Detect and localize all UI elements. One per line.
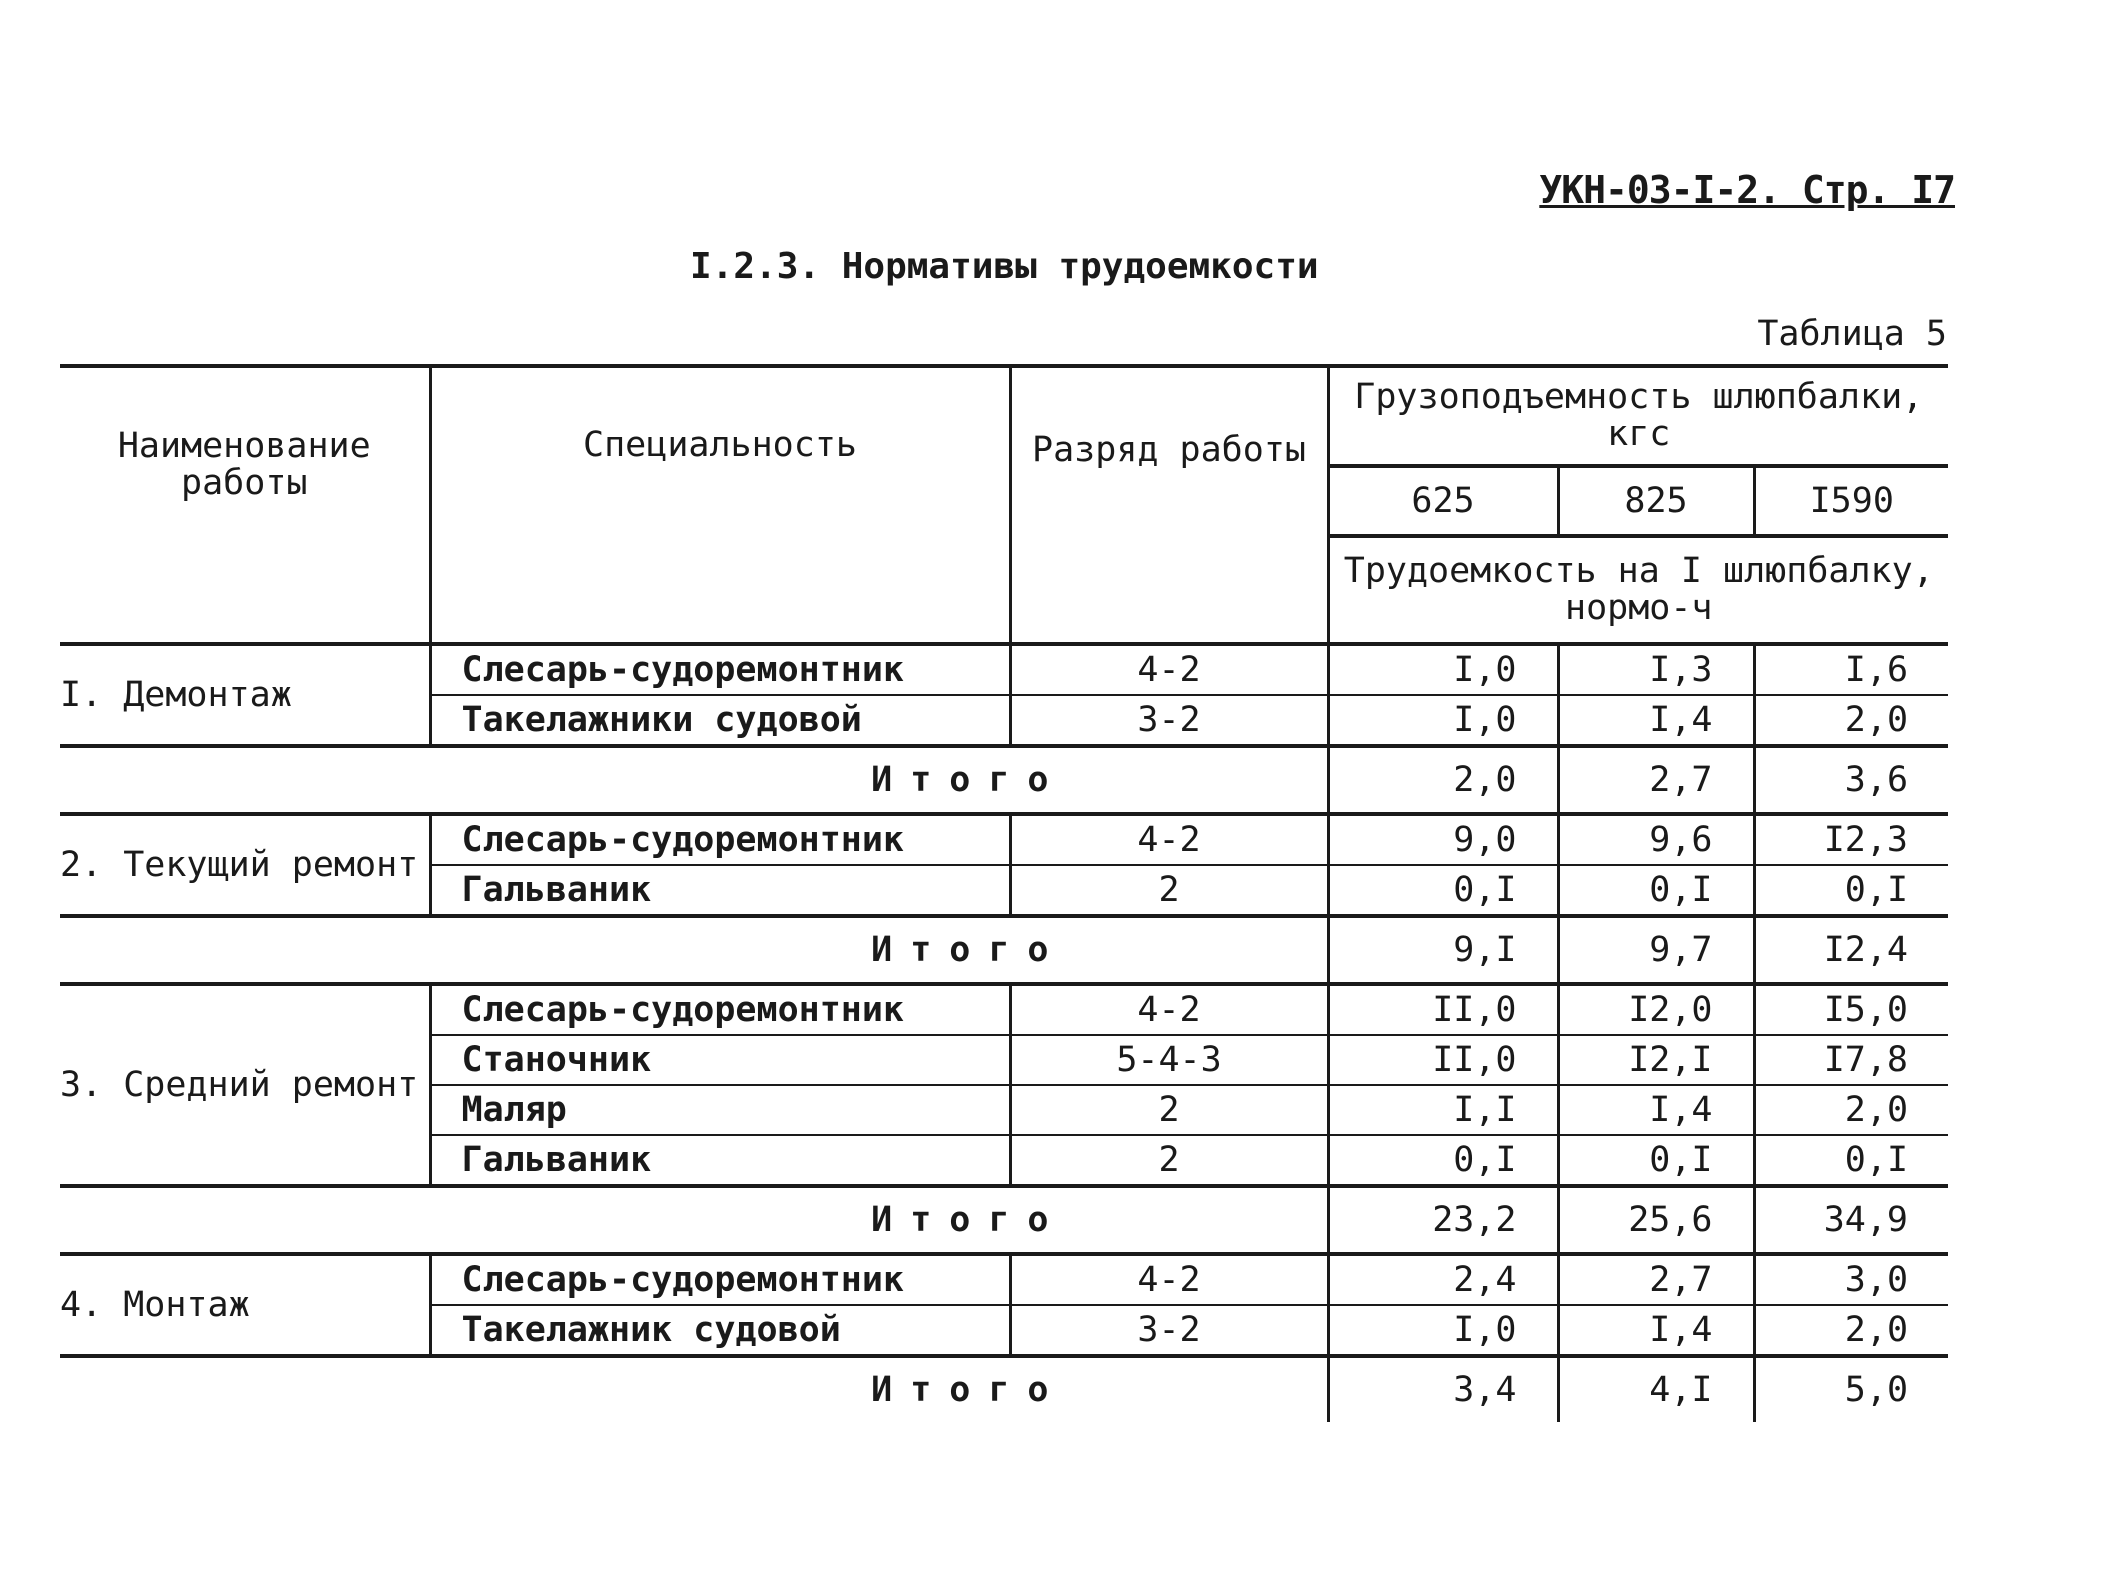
value-cell: I,3 xyxy=(1558,644,1754,695)
value-cell: I2,3 xyxy=(1754,814,1948,865)
value-cell: 2,4 xyxy=(1328,1254,1558,1305)
value-cell: 0,I xyxy=(1328,1135,1558,1186)
specialty-cell: Такелажники судовой xyxy=(430,695,1010,746)
value-cell: I7,8 xyxy=(1754,1035,1948,1085)
value-cell: 2,7 xyxy=(1558,1254,1754,1305)
table-row xyxy=(60,814,1948,865)
specialty-cell: Станочник xyxy=(430,1035,1010,1085)
specialty-cell: Гальваник xyxy=(430,1135,1010,1186)
total-value-cell: 34,9 xyxy=(1754,1186,1948,1254)
value-cell: I2,I xyxy=(1558,1035,1754,1085)
total-value-cell: 9,I xyxy=(1328,916,1558,984)
value-cell: II,0 xyxy=(1328,984,1558,1035)
total-row xyxy=(60,1356,1948,1422)
total-label: Итого xyxy=(60,916,1328,984)
labor-norms-table xyxy=(60,364,1948,1422)
value-cell: I,4 xyxy=(1558,1085,1754,1135)
total-row xyxy=(60,1186,1948,1254)
value-cell: I,0 xyxy=(1328,695,1558,746)
value-cell: 2,0 xyxy=(1754,1085,1948,1135)
specialty-cell: Гальваник xyxy=(430,865,1010,916)
value-cell: II,0 xyxy=(1328,1035,1558,1085)
table-container xyxy=(60,364,1948,1422)
total-row xyxy=(60,746,1948,814)
value-cell: I,4 xyxy=(1558,1305,1754,1356)
grade-cell: 3-2 xyxy=(1010,1305,1328,1356)
grade-cell: 2 xyxy=(1010,1085,1328,1135)
grade-cell: 2 xyxy=(1010,1135,1328,1186)
specialty-cell: Слесарь-судоремонтник xyxy=(430,1254,1010,1305)
specialty-cell: Такелажник судовой xyxy=(430,1305,1010,1356)
header-capacity-825: 825 xyxy=(1558,466,1754,536)
value-cell: I,4 xyxy=(1558,695,1754,746)
header-grade: Разряд работы xyxy=(1010,366,1328,644)
header-work-name: Наименование работы xyxy=(60,366,430,644)
value-cell: I,I xyxy=(1328,1085,1558,1135)
total-value-cell: 2,7 xyxy=(1558,746,1754,814)
specialty-cell: Слесарь-судоремонтник xyxy=(430,814,1010,865)
specialty-cell: Слесарь-судоремонтник xyxy=(430,984,1010,1035)
specialty-cell: Слесарь-судоремонтник xyxy=(430,644,1010,695)
work-name-cell: 2. Текущий ремонт xyxy=(60,814,430,916)
value-cell: 2,0 xyxy=(1754,1305,1948,1356)
value-cell: 9,6 xyxy=(1558,814,1754,865)
header-capacity-1590: I590 xyxy=(1754,466,1948,536)
value-cell: 0,I xyxy=(1328,865,1558,916)
work-name-cell: 3. Средний ремонт xyxy=(60,984,430,1186)
grade-cell: 4-2 xyxy=(1010,984,1328,1035)
header-capacity-625: 625 xyxy=(1328,466,1558,536)
specialty-cell: Маляр xyxy=(430,1085,1010,1135)
total-value-cell: 3,4 xyxy=(1328,1356,1558,1422)
value-cell: 0,I xyxy=(1754,865,1948,916)
total-label: Итого xyxy=(60,1356,1328,1422)
doc-code: УКН-03-I-2. Стр. I7 xyxy=(1539,168,1955,212)
value-cell: I,0 xyxy=(1328,644,1558,695)
total-value-cell: 23,2 xyxy=(1328,1186,1558,1254)
grade-cell: 5-4-3 xyxy=(1010,1035,1328,1085)
value-cell: I,6 xyxy=(1754,644,1948,695)
table-row xyxy=(60,1254,1948,1305)
total-value-cell: 3,6 xyxy=(1754,746,1948,814)
value-cell: I5,0 xyxy=(1754,984,1948,1035)
value-cell: 0,I xyxy=(1754,1135,1948,1186)
value-cell: 3,0 xyxy=(1754,1254,1948,1305)
total-row xyxy=(60,916,1948,984)
total-value-cell: 2,0 xyxy=(1328,746,1558,814)
work-name-cell: 4. Монтаж xyxy=(60,1254,430,1356)
total-label: Итого xyxy=(60,1186,1328,1254)
section-title: I.2.3. Нормативы трудоемкости xyxy=(690,246,1319,287)
value-cell: 0,I xyxy=(1558,1135,1754,1186)
total-value-cell: 5,0 xyxy=(1844,1369,1909,1410)
table-row xyxy=(60,984,1948,1035)
header-capacity: Грузоподъемность шлюпбалки, кгс xyxy=(1328,366,1948,466)
grade-cell: 4-2 xyxy=(1010,1254,1328,1305)
value-cell: 0,I xyxy=(1558,865,1754,916)
total-value-cell: 9,7 xyxy=(1558,916,1754,984)
total-value-cell: 4,I xyxy=(1558,1356,1754,1422)
work-name-cell: I. Демонтаж xyxy=(60,644,430,746)
value-cell: 2,0 xyxy=(1754,695,1948,746)
value-cell: 9,0 xyxy=(1328,814,1558,865)
grade-cell: 3-2 xyxy=(1010,695,1328,746)
table-label: Таблица 5 xyxy=(1757,314,1947,354)
total-label: Итого xyxy=(60,746,1328,814)
grade-cell: 4-2 xyxy=(1010,814,1328,865)
header-specialty: Специальность xyxy=(430,366,1010,644)
total-value-cell: I2,4 xyxy=(1754,916,1948,984)
total-value-cell: 25,6 xyxy=(1558,1186,1754,1254)
header-labor: Трудоемкость на I шлюпбалку, нормо-ч xyxy=(1328,536,1948,644)
value-cell: I2,0 xyxy=(1558,984,1754,1035)
value-cell: I,0 xyxy=(1328,1305,1558,1356)
grade-cell: 2 xyxy=(1010,865,1328,916)
table-row xyxy=(60,644,1948,695)
grade-cell: 4-2 xyxy=(1010,644,1328,695)
